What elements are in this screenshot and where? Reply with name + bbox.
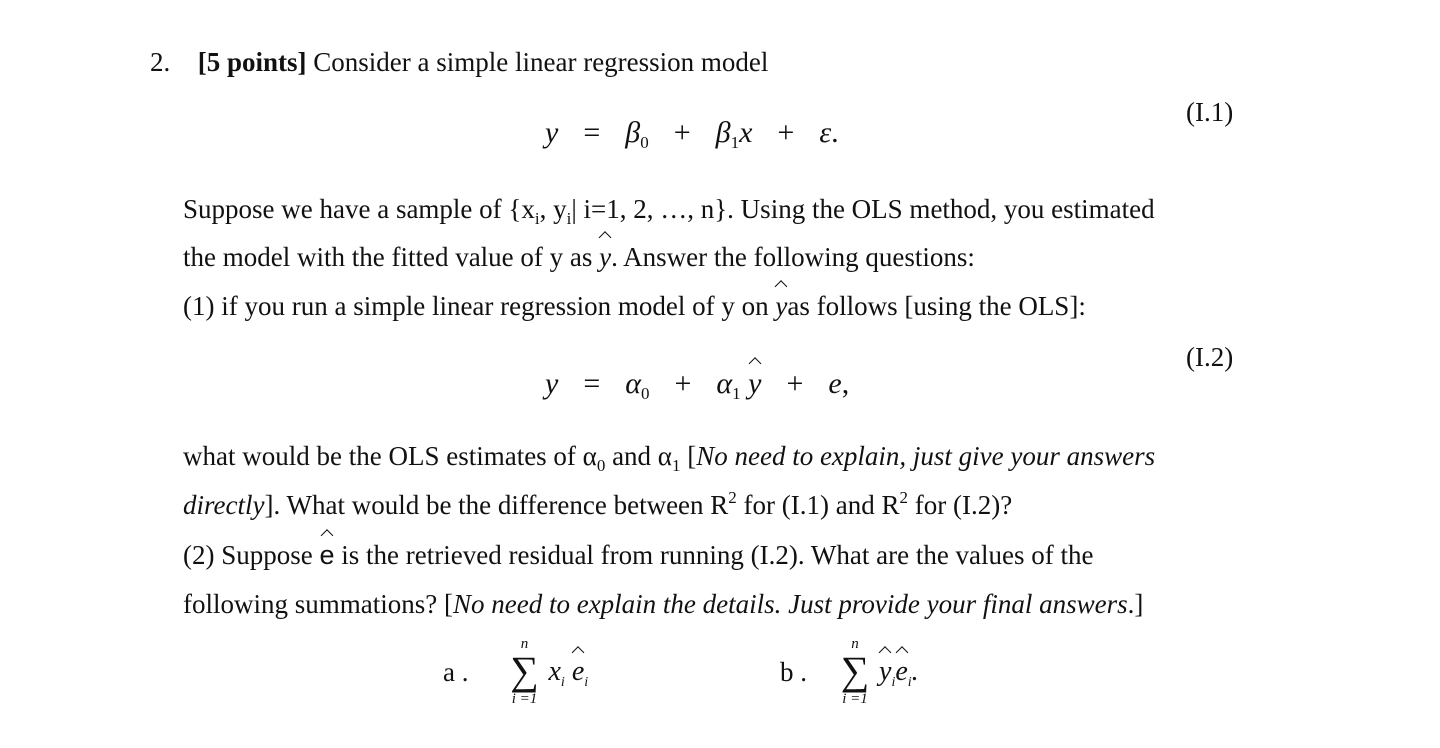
paragraph-1-line-2: the model with the fitted value of y as y. Answer the following questions: <box>183 242 975 272</box>
question-heading <box>150 46 768 78</box>
summation-a-label: a . <box>443 656 469 687</box>
summation-a-term: $x_i$ $e_i$ <box>548 656 589 690</box>
summation-b-label: b . <box>780 656 807 687</box>
equation-label-1: (I.1) <box>1186 97 1234 127</box>
summation-a <box>443 636 588 708</box>
question-number: 2. <box>150 47 171 77</box>
summation-b <box>780 636 919 708</box>
part-1-line: (1) if you run a simple linear regression model of y on yas follows [using the OLS]: <box>183 291 1086 321</box>
sigma-symbol: n ∑ i =1 <box>840 636 870 707</box>
summation-b-term: $y_ie_i$. <box>879 656 919 690</box>
y-hat-symbol: y <box>599 242 612 272</box>
sigma-symbol: n ∑ i =1 <box>510 636 539 707</box>
question-intro: Consider a simple linear regression model <box>313 47 769 77</box>
equation-2: $y = \alpha_0 + \alpha_1$ y + e, <box>545 367 850 403</box>
y-hat-symbol: y <box>775 291 788 321</box>
equation-1: $y = \beta_0 + \beta_1x + \varepsilon$. <box>545 116 839 152</box>
part-2-line-2: following summations? [No need to explain the details. Just provide your final answers.] <box>183 589 1144 619</box>
paragraph-2-line-1: what would be the OLS estimates of $\alpha_0$ and $\alpha_1$ [No need to explain, just give your answers <box>183 441 1156 475</box>
question-points: [5 points] <box>197 47 307 77</box>
y-hat-symbol: y <box>748 367 762 400</box>
paragraph-1-line-1: Suppose we have a sample of {$x_i$, $y_i|$ i=1, 2, …, n}. Using the OLS method, you estimated <box>183 194 1155 228</box>
equation-label-2: (I.2) <box>1186 342 1234 372</box>
e-hat-symbol: e <box>319 540 335 570</box>
paragraph-2-line-2: directly]. What would be the difference between $R^2$ for (I.1) and $R^2$ for (I.2)? <box>183 488 1013 520</box>
part-2-line-1: (2) Suppose e is the retrieved residual from running (I.2). What are the values of the <box>183 540 1094 570</box>
